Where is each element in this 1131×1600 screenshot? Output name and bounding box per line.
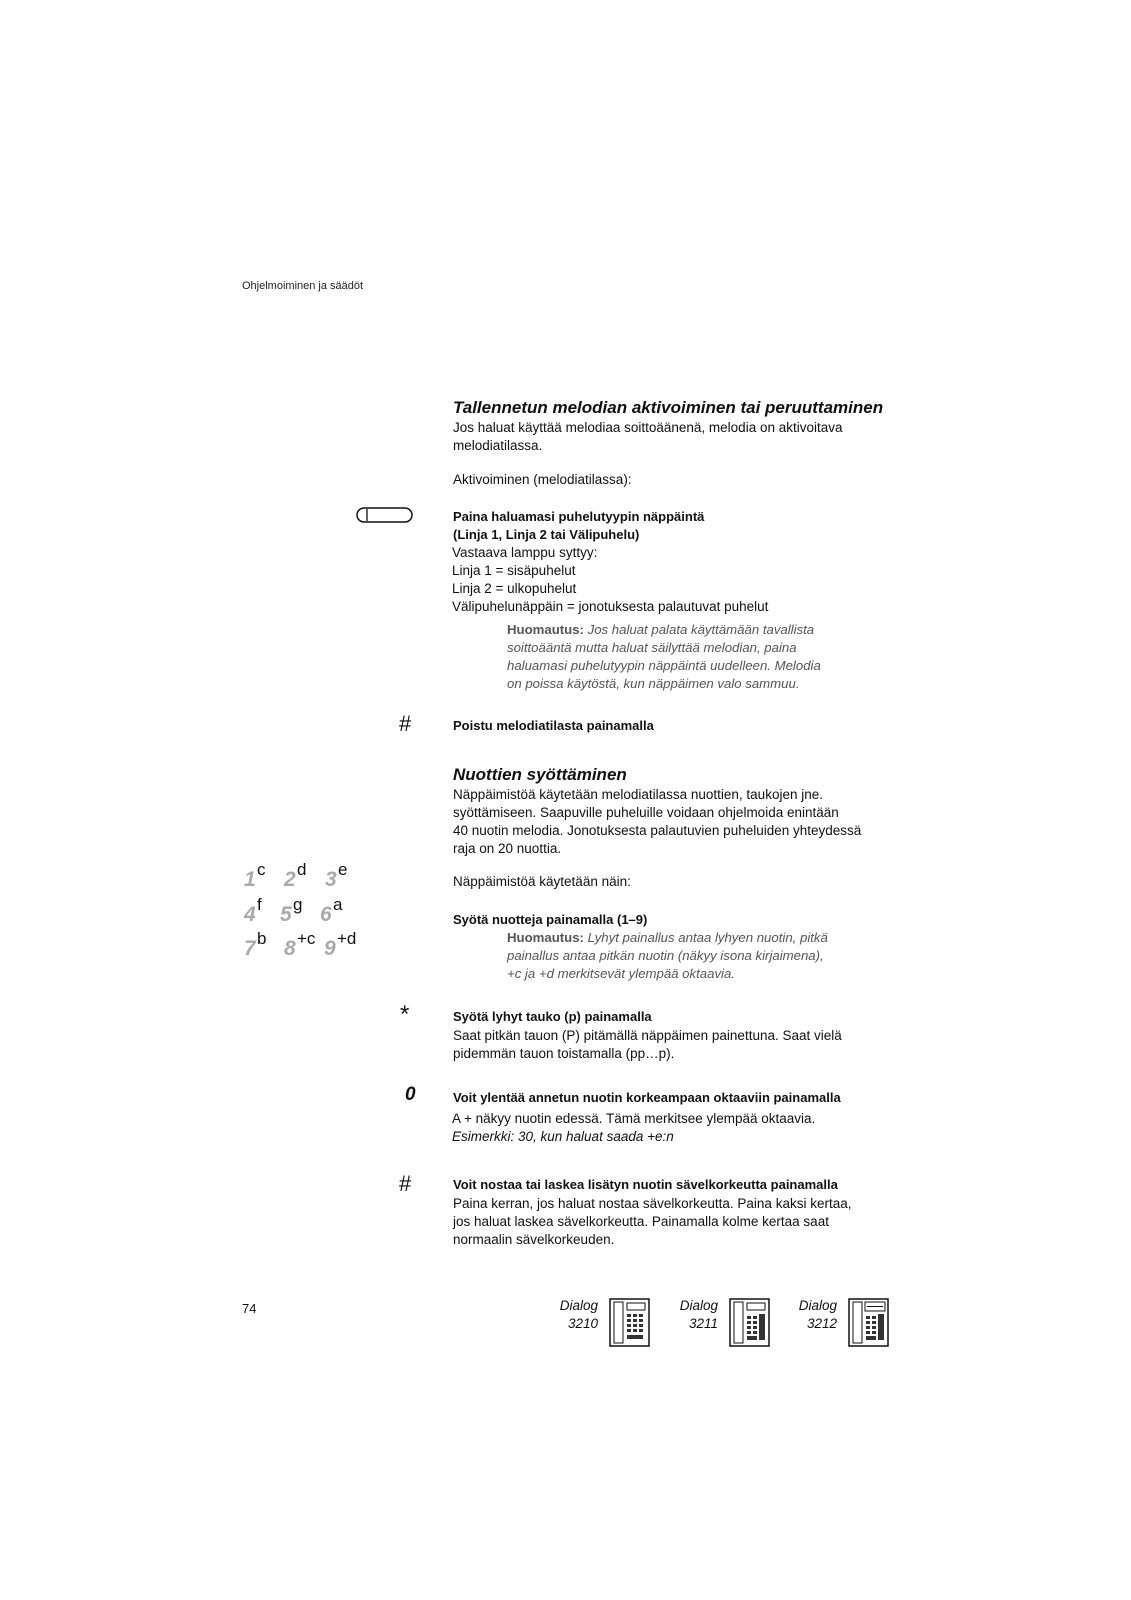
detail-line: pidemmän tauon toistamalla (pp…p). [453, 1046, 675, 1061]
model-number: 3211 [688, 1316, 718, 1331]
intro-line: Näppäimistöä käytetään melodiatilassa nuottien, taukojen jne. [453, 787, 823, 802]
section1-intro [453, 419, 843, 455]
note-line: +c ja +d merkitsevät ylempää oktaavia. [507, 966, 735, 981]
intro-line: syöttämiseen. Saapuville puheluille voidaan ohjelmoida enintään [453, 805, 839, 820]
key-8: 8 +c [284, 929, 316, 960]
star-key-icon: * [400, 1001, 410, 1028]
note-line: on poissa käytöstä, kun näppäimen valo sammuu. [507, 676, 800, 691]
intro-line: raja on 20 nuottia. [453, 841, 562, 856]
key-2: 2 d [284, 860, 307, 891]
phone-3212-icon [848, 1298, 890, 1348]
key-6: 6 a [320, 895, 343, 926]
key-3: 3 e [325, 860, 348, 891]
octave-instruction: Voit ylentää annetun nuotin korkeampaan oktaaviin painamalla [453, 1090, 841, 1105]
model-label-3212 [784, 1297, 837, 1333]
pause-instruction: Syötä lyhyt tauko (p) painamalla [453, 1009, 652, 1024]
section1-sub: Aktivoiminen (melodiatilassa): [453, 472, 632, 487]
pause-details [453, 1027, 842, 1063]
step1-instruction [453, 508, 704, 544]
intro-line: melodiatilassa. [453, 438, 543, 453]
note-block-1 [507, 621, 821, 693]
phone-3210-icon [609, 1298, 651, 1348]
hash-key-icon: # [399, 1171, 412, 1196]
note-line: Jos haluat palata käyttämään tavallista [587, 622, 815, 637]
model-number: 3212 [806, 1316, 837, 1331]
key-9: 9 +d [324, 929, 357, 960]
note-label: Huomautus: [507, 930, 584, 945]
running-header: Ohjelmoiminen ja säädöt [242, 280, 364, 292]
detail-line: Saat pitkän tauon (P) pitämällä näppäimen painettuna. Saat vielä [453, 1028, 842, 1043]
detail-line: Linja 2 = ulkopuhelut [452, 581, 577, 596]
pitch-instruction: Voit nostaa tai laskea lisätyn nuotin sävelkorkeutta painamalla [453, 1177, 838, 1192]
detail-line: jos haluat laskea sävelkorkeutta. Painamalla kolme kertaa saat [453, 1214, 829, 1229]
key-1: 1 c [244, 860, 266, 891]
octave-example: Esimerkki: 30, kun haluat saada +e:n [452, 1129, 674, 1144]
octave-details: A + näkyy nuotin edessä. Tämä merkitsee ylempää oktaavia. [452, 1111, 816, 1126]
section2-usage: Näppäimistöä käytetään näin: [453, 874, 631, 889]
intro-line: 40 nuotin melodia. Jonotuksesta palautuvien puheluiden yhteydessä [453, 823, 862, 838]
model-name: Dialog [559, 1298, 598, 1313]
instruction-line: Paina haluamasi puhelutyypin näppäintä [453, 509, 705, 524]
intro-line: Jos haluat käyttää melodiaa soittoäänenä, melodia on aktivoitava [453, 420, 843, 435]
line-key-icon [356, 505, 414, 525]
instruction-line: (Linja 1, Linja 2 tai Välipuhelu) [453, 527, 640, 542]
pitch-details [453, 1195, 851, 1249]
model-label-3210 [545, 1297, 598, 1333]
step1-details [452, 544, 768, 616]
key-7: 7 b [244, 929, 267, 960]
section-title-activate: Tallennetun melodian aktivoiminen tai peruuttaminen [453, 398, 884, 417]
model-name: Dialog [679, 1298, 718, 1313]
section2-intro [453, 786, 861, 858]
hash-key-icon: # [399, 711, 412, 736]
detail-line: Linja 1 = sisäpuhelut [452, 563, 576, 578]
detail-line: Välipuhelunäppäin = jonotuksesta palautuvat puhelut [452, 599, 769, 614]
phone-3211-icon [729, 1298, 771, 1348]
note-line: haluamasi puhelutyypin näppäintä uudelleen. Melodia [507, 658, 821, 673]
model-label-3211 [665, 1297, 718, 1333]
detail-line: normaalin sävelkorkeuden. [453, 1232, 615, 1247]
note-line: Lyhyt painallus antaa lyhyen nuotin, pitkä [587, 930, 828, 945]
section-title-notes: Nuottien syöttäminen [453, 765, 627, 784]
note-label: Huomautus: [507, 622, 584, 637]
key-5: 5 g [280, 895, 303, 926]
model-number: 3210 [567, 1316, 598, 1331]
page-number: 74 [242, 1301, 257, 1316]
detail-line: Paina kerran, jos haluat nostaa sävelkorkeutta. Paina kaksi kertaa, [453, 1196, 852, 1211]
detail-line: Vastaava lamppu syttyy: [452, 545, 598, 560]
note-line: soittoääntä mutta haluat säilyttää melodian, paina [507, 640, 797, 655]
exit-instruction: Poistu melodiatilasta painamalla [453, 718, 654, 733]
zero-key-icon: 0 [405, 1084, 416, 1105]
note-block-2 [507, 929, 828, 983]
note-line: painallus antaa pitkän nuotin (näkyy isona kirjaimena), [507, 948, 824, 963]
enter-notes-instruction: Syötä nuotteja painamalla (1–9) [453, 912, 648, 927]
key-4: 4 f [244, 895, 262, 926]
model-name: Dialog [798, 1298, 837, 1313]
